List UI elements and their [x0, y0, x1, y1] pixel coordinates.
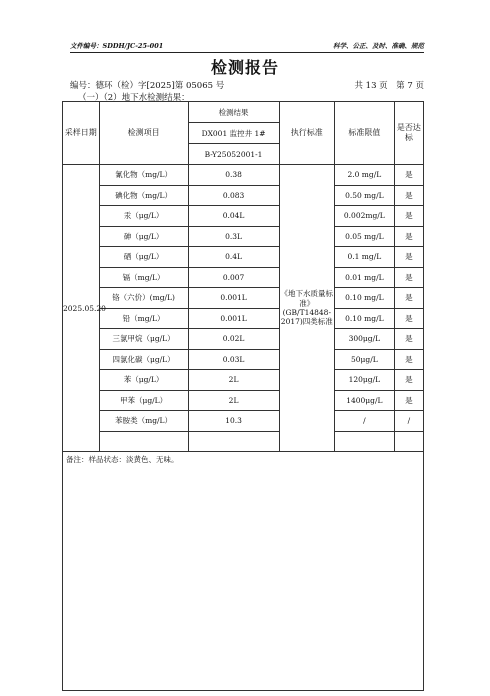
motto: 科学、公正、及时、准确、规范: [333, 42, 424, 50]
col-limit: 标准限值: [335, 102, 395, 165]
item-name: 铬（六价）(mg/L): [99, 288, 188, 309]
page-info: 共 13 页 第 7 页: [354, 81, 424, 91]
limit-value: 0.05 mg/L: [335, 226, 395, 247]
item-name: 四氯化碳（μg/L）: [99, 349, 188, 370]
limit-value: [335, 431, 395, 452]
results-table: [62, 101, 424, 691]
page-title: 检测报告: [210, 58, 279, 77]
standard-name: 《地下水质量标准》(GB/T14848-2017)四类标准: [279, 165, 334, 452]
item-name: 铅（mg/L）: [99, 308, 188, 329]
limit-value: 0.002mg/L: [335, 206, 395, 227]
sample-id: B-Y25052001-1: [188, 144, 279, 165]
page-header: [70, 39, 424, 53]
compliance-value: 是: [394, 329, 423, 350]
limit-value: 0.50 mg/L: [335, 185, 395, 206]
result-value: 0.03L: [188, 349, 279, 370]
limit-value: /: [335, 411, 395, 432]
item-name: 苯（μg/L）: [99, 370, 188, 391]
item-name: 碘化物（mg/L）: [99, 185, 188, 206]
limit-value: 120μg/L: [335, 370, 395, 391]
limit-value: 300μg/L: [335, 329, 395, 350]
limit-value: 0.1 mg/L: [335, 247, 395, 268]
item-name: 三氯甲烷（μg/L）: [99, 329, 188, 350]
result-value: 0.4L: [188, 247, 279, 268]
result-value: 2L: [188, 390, 279, 411]
result-value: [188, 431, 279, 452]
report-number: 编号：德环（检）字[2025]第 05065 号: [70, 81, 225, 91]
item-name: 硒（μg/L）: [99, 247, 188, 268]
item-name: 甲苯（μg/L）: [99, 390, 188, 411]
remarks: 备注：样品状态：淡黄色、无味。: [63, 452, 424, 691]
compliance-value: 是: [394, 370, 423, 391]
compliance-value: 是: [394, 267, 423, 288]
item-name: 苯胺类（mg/L）: [99, 411, 188, 432]
compliance-value: 是: [394, 308, 423, 329]
limit-value: 50μg/L: [335, 349, 395, 370]
header-divider: [70, 52, 424, 53]
limit-value: 1400μg/L: [335, 390, 395, 411]
sampling-date: 2025.05.20: [63, 165, 100, 452]
compliance-value: [394, 431, 423, 452]
limit-value: 0.10 mg/L: [335, 288, 395, 309]
result-value: 0.04L: [188, 206, 279, 227]
result-value: 0.001L: [188, 288, 279, 309]
result-value: 0.38: [188, 165, 279, 186]
compliance-value: 是: [394, 349, 423, 370]
compliance-value: 是: [394, 206, 423, 227]
result-value: 10.3: [188, 411, 279, 432]
item-name: [99, 431, 188, 452]
limit-value: 0.10 mg/L: [335, 308, 395, 329]
result-value: 0.001L: [188, 308, 279, 329]
result-value: 2L: [188, 370, 279, 391]
result-value: 0.007: [188, 267, 279, 288]
result-value: 0.3L: [188, 226, 279, 247]
col-compliance: 是否达标: [394, 102, 423, 165]
item-name: 汞（μg/L）: [99, 206, 188, 227]
compliance-value: 是: [394, 185, 423, 206]
sample-point: DX001 监控井 1#: [188, 123, 279, 144]
col-item: 检测项目: [99, 102, 188, 165]
compliance-value: 是: [394, 247, 423, 268]
compliance-value: 是: [394, 288, 423, 309]
item-name: 镉（mg/L）: [99, 267, 188, 288]
col-sampling-date: 采样日期: [63, 102, 100, 165]
result-value: 0.083: [188, 185, 279, 206]
limit-value: 2.0 mg/L: [335, 165, 395, 186]
compliance-value: 是: [394, 390, 423, 411]
col-standard: 执行标准: [279, 102, 334, 165]
compliance-value: /: [394, 411, 423, 432]
limit-value: 0.01 mg/L: [335, 267, 395, 288]
col-result: 检测结果: [188, 102, 279, 123]
compliance-value: 是: [394, 226, 423, 247]
result-value: 0.02L: [188, 329, 279, 350]
item-name: 砷（μg/L）: [99, 226, 188, 247]
file-number: 文件编号：SDDH/JC-25-001: [70, 42, 164, 50]
item-name: 氰化物（mg/L）: [99, 165, 188, 186]
compliance-value: 是: [394, 165, 423, 186]
section-heading: （一）（2）地下水检测结果：: [78, 93, 190, 103]
